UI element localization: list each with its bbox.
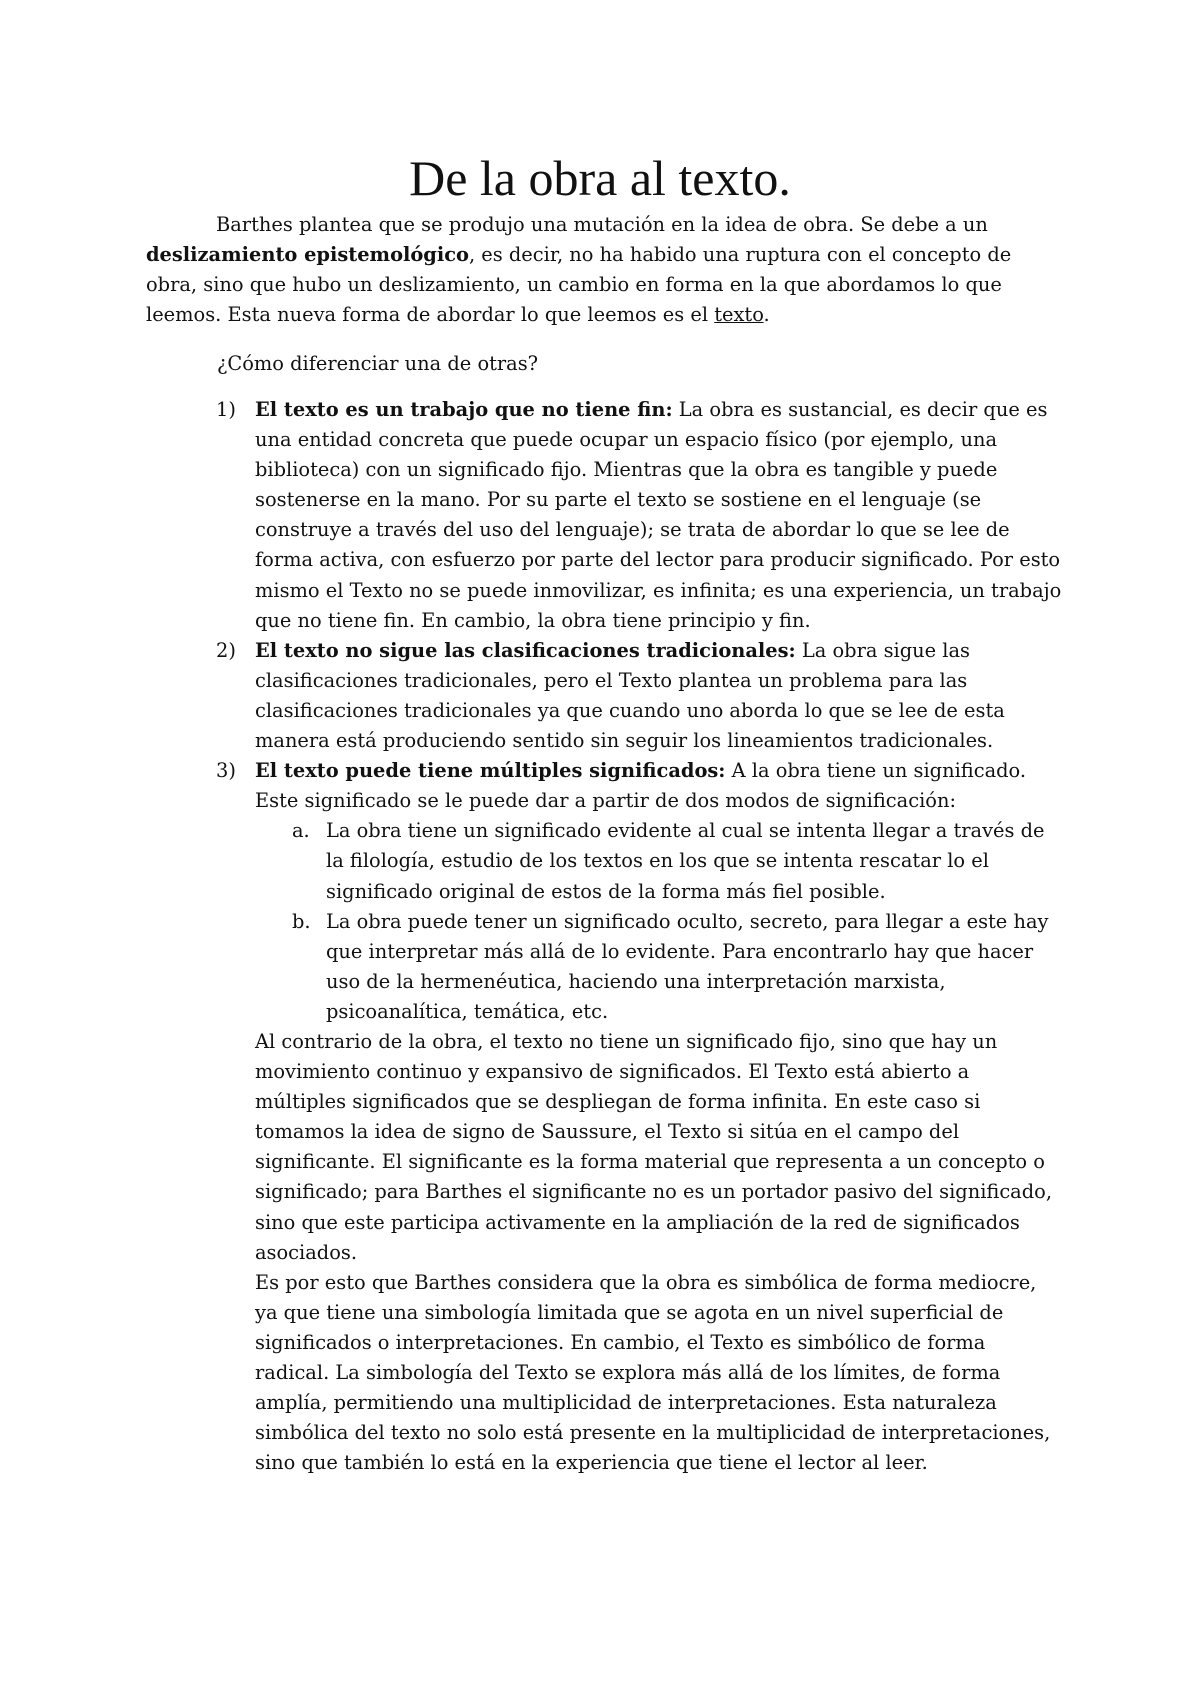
closing-section [255,1027,1065,1478]
list-item-number: 1) [216,398,236,421]
intro-bold-term: deslizamiento epistemológico [146,243,469,267]
sub-list [255,816,1066,1027]
list-item [146,756,1066,1027]
closing-paragraph: Es por esto que Barthes considera que la obra es simbólica de forma mediocre, ya que tiene una simbología limitada que se agota en un nivel superficial de significados o interpretaciones. En cambio, el Texto es simbólico de forma radical. La simbología del Texto se explora más allá de los límites, de forma amplía, permitiendo una multiplicidad de interpretaciones. Esta naturaleza simbólica del texto no solo está presente en la multiplicidad de interpretaciones, sino que también lo está en la experiencia que tiene el lector al leer. [255,1270,1051,1475]
list-item-heading: El texto es un trabajo que no tiene fin: [255,398,673,421]
document-title: De la obra al texto. [409,150,791,206]
sub-list-item [255,816,1066,906]
list-item-heading: El texto puede tiene múltiples significados: [255,759,726,783]
list-item-text: La obra es sustancial, es decir que es una entidad concreta que puede ocupar un espacio físico (por ejemplo, una biblioteca) con un significado fijo. Mientras que la obra es tangible y puede sostenerse en la mano. Por su parte el texto se sostiene en el lenguaje (se construye a través del uso del lenguaje); se trata de abordar lo que se lee de forma activa, con esfuerzo por parte del lector para producir significado. Por esto mismo el Texto no se puede inmovilizar, es infinita; es una experiencia, un trabajo que no tiene fin. En cambio, la obra tiene principio y fin. [255,398,1062,632]
sub-list-text: La obra tiene un significado evidente al cual se intenta llegar a través de la filología, estudio de los textos en los que se intenta rescatar lo el significado original de estos de la forma más fiel posible. [326,819,1045,903]
intro-indent [146,213,216,236]
list-item-number: 2) [216,638,236,662]
intro-underlined-term: texto [714,303,764,327]
sub-list-letter: b. [292,909,311,933]
intro-part2: , es decir, no ha habido una ruptura con el concepto de obra, sino que hubo un deslizamiento, un cambio en forma en la que abordamos lo que leemos. Esta nueva forma de abordar lo que leemos es el [146,243,1012,327]
differences-list [146,395,1066,1027]
intro-paragraph [146,210,1066,330]
intro-part1: Barthes plantea que se produjo una mutación en la idea de obra. Se debe a un [216,213,988,236]
sub-list-text: La obra puede tener un significado oculto, secreto, para llegar a este hay que interpretar más allá de lo evidente. Para encontrarlo hay que hacer uso de la hermenéutica, haciendo una interpretación marxista, psicoanalítica, temática, etc. [326,909,1049,1023]
sub-list-letter: a. [292,819,310,843]
closing-paragraph: Al contrario de la obra, el texto no tiene un significado fijo, sino que hay un movimiento continuo y expansivo de significados. El Texto está abierto a múltiples significados que se despliegan de forma infinita. En este caso si tomamos la idea de signo de Saussure, el Texto si sitúa en el campo del significante. El significante es la forma material que representa a un concepto o significado; para Barthes el significante no es un portador pasivo del significado, sino que este participa activamente en la ampliación de la red de significados asociados. [255,1030,1052,1264]
sub-list-item [255,907,1066,1027]
list-item-text: La obra sigue las clasificaciones tradicionales, pero el Texto plantea un problema para las clasificaciones tradicionales ya que cuando uno aborda lo que se lee de esta manera está produciendo sentido sin seguir los lineamientos tradicionales. [255,638,1005,753]
list-item [146,636,1066,756]
list-item-heading: El texto no sigue las clasificaciones tradicionales: [255,638,796,662]
list-item-text: A la obra tiene un significado. Este significado se le puede dar a partir de dos modos de significación: [255,759,1027,813]
intro-part3: . [763,303,770,327]
list-item-number: 3) [216,759,236,783]
list-item [146,395,1066,636]
question-line: ¿Cómo diferenciar una de otras? [217,352,539,375]
